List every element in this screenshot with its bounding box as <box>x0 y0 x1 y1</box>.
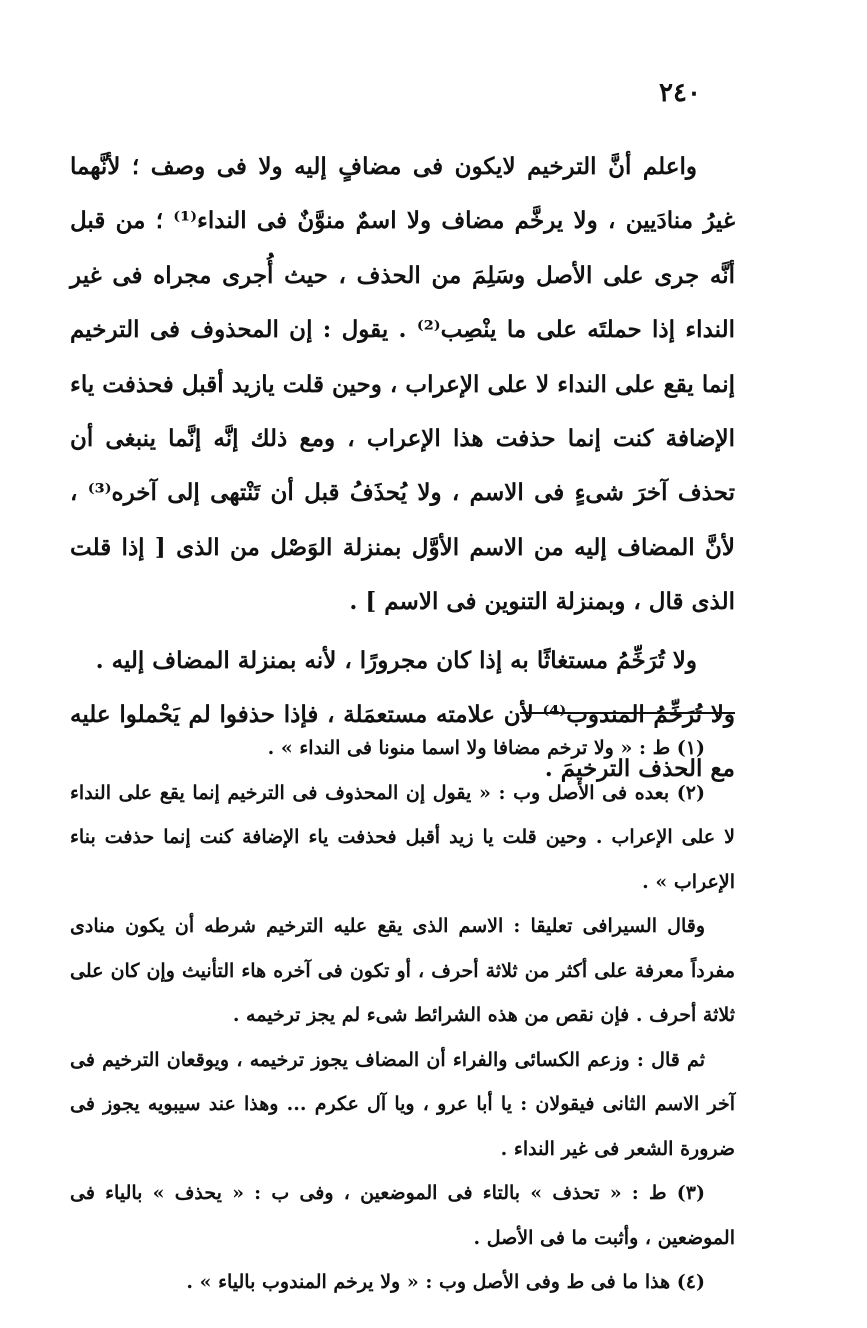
body-paragraph-1: واعلم أنَّ الترخيم لايكون فى مضافٍ إليه ولا فى وصف ؛ لأنَّهما غيرُ منادَيين ، ولا يرخَّم مضاف ولا اسمٌ منوَّنٌ فى النداء⁽¹⁾ ؛ من قبل أنَّه جرى على الأصل وسَلِمَ من الحذف ، حيث أُجرى مجراه فى غير النداء إذا حملتَه على ما ينْصِب⁽²⁾ . يقول : إن المحذوف فى الترخيم إنما يقع على النداء لا على الإعراب ، وحين قلت يازيد أقبل فحذفت ياء الإضافة كنت إنما حذفت هذا الإعراب ، ومع ذلك إنَّه إنَّما ينبغى أن تحذف آخرَ شىءٍ فى الاسم ، ولا يُحذَفُ قبل أن تَنْتهى إلى آخره⁽³⁾ ، لأنَّ المضاف إليه من الاسم الأوَّل بمنزلة الوَصْل من الذى [ إذا قلت الذى قال ، وبمنزلة التنوين فى الاسم ] . <box>70 153 736 616</box>
page-number: ٢٤٠ <box>659 78 701 108</box>
footnote-1: (١) ط : « ولا ترخم مضافا ولا اسما منونا فى النداء » . <box>267 737 705 759</box>
footnote-4: (٤) هذا ما فى ط وفى الأصل وب : « ولا يرخم المندوب بالياء » . <box>186 1271 705 1293</box>
footnote-2-note-a: وقال السيرافى تعليقا : الاسم الذى يقع عليه الترخيم شرطه أن يكون منادى مفرداً معرفة على أكثر من ثلاثة أحرف ، أو تكون فى آخره هاء التأنيث وإن كان على ثلاثة أحرف . فإن نقص من هذه الشرائط شىء لم يجز ترخيمه . <box>70 915 735 1026</box>
footnote-2-note-b: ثم قال : وزعم الكسائى والفراء أن المضاف يجوز ترخيمه ، ويوقعان الترخيم فى آخر الاسم الثانى فيقولان : يا أبا عرو ، ويا آل عكرم ... وهذا عند سيبويه يجوز فى ضرورة الشعر فى غير النداء . <box>70 1048 735 1160</box>
footnote-2: (٢) بعده فى الأصل وب : « يقول إن المحذوف فى الترخيم إنما يقع على النداء لا على الإعراب . وحين قلت يا زيد أقبل فحذفت ياء الإضافة كنت إنما حذفت بناء الإعراب » . <box>70 781 735 893</box>
footnote-3: (٣) ط : « تحذف » بالتاء فى الموضعين ، وفى ب : « يحذف » بالياء فى الموضعين ، وأثبت ما فى الأصل . <box>70 1182 735 1249</box>
main-text <box>70 140 735 797</box>
body-paragraph-2: ولا تُرَخِّمُ مستغاثًا به إذا كان مجرورًا ، لأنه بمنزلة المضاف إليه . <box>95 646 697 674</box>
body-paragraph-3: ولا تُرَخِّمُ المندوب⁽⁴⁾ لأن علامته مستعمَلة ، فإذا حذفوا لم يَحْملوا عليه مع الحذف الترخيمَ . <box>70 701 735 783</box>
footnote-separator <box>520 712 735 714</box>
footnotes <box>70 726 735 1305</box>
